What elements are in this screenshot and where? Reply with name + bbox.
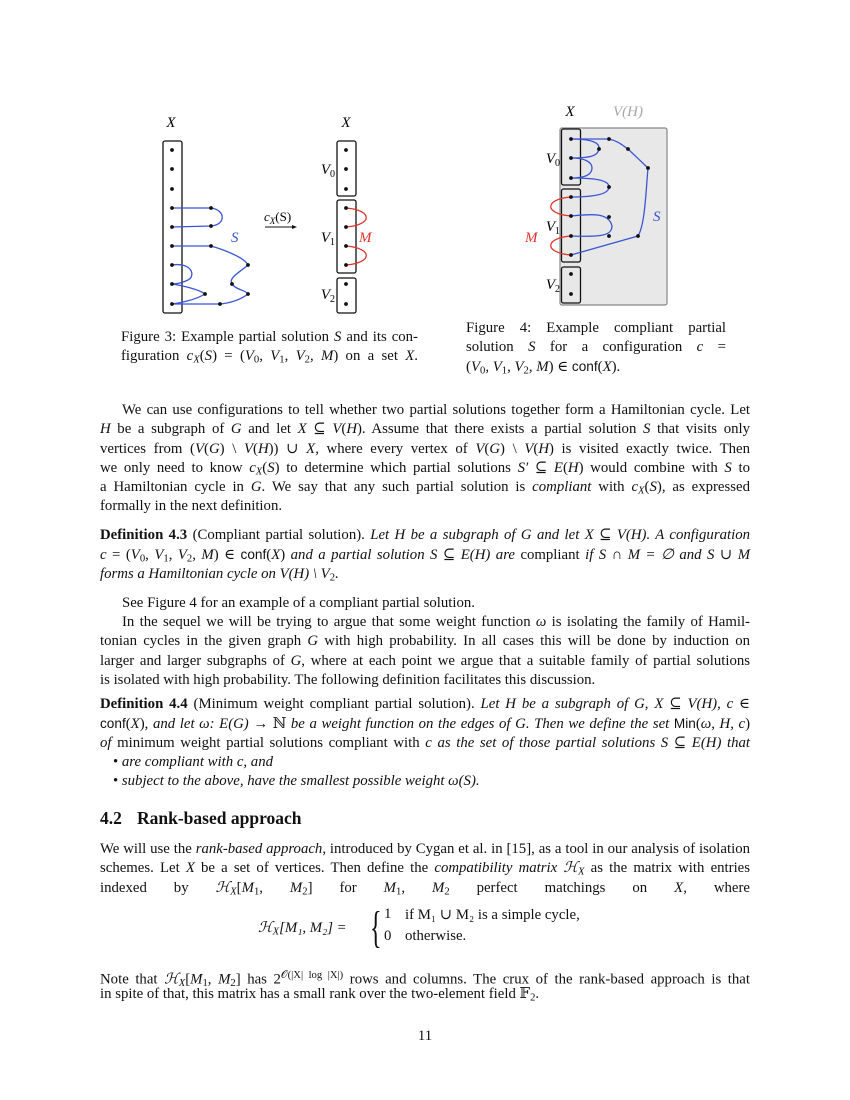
text-segment: , <box>507 359 515 375</box>
fig4-v0-label: $V_0$ <box>545 151 560 169</box>
text-segment: formally in the next definition. <box>100 498 283 515</box>
text-segment: V <box>475 440 485 457</box>
text-line <box>100 594 750 613</box>
text-segment: V <box>270 348 280 364</box>
text-block-p1 <box>100 401 750 517</box>
text-segment: forms a Hamiltonian cycle on V(H) \ V <box>100 565 330 582</box>
text-segment: conf <box>100 716 126 732</box>
text-segment: , <box>259 879 290 896</box>
section-heading <box>100 808 302 829</box>
text-segment: M <box>383 879 396 896</box>
text-line <box>100 695 750 714</box>
text-segment: , <box>259 348 271 364</box>
text-segment: conf <box>240 547 267 563</box>
text-segment: V <box>130 547 140 564</box>
text-segment: ℋ <box>164 971 179 988</box>
text-line <box>100 478 750 497</box>
fig3-path-b <box>172 246 248 304</box>
text-segment: V <box>524 440 534 457</box>
text-segment: ), <box>139 716 153 733</box>
formula-case-1: 1 if M₁ ∪ M₂ is a simple cycle, <box>384 906 580 923</box>
text-segment: , <box>192 547 202 564</box>
text-block-cap4 <box>466 319 726 376</box>
text-segment: , <box>284 348 296 364</box>
fig4-v1-label: $V_1$ <box>545 219 560 237</box>
page-number: 11 <box>417 1028 433 1044</box>
text-segment: and let ω: E(G) → <box>152 716 273 733</box>
text-segment: with high probability. In all cases this will be done by induction on <box>318 633 750 650</box>
text-line <box>100 420 750 439</box>
text-line <box>100 652 750 671</box>
text-segment: ). Assume that there exists a partial solution <box>357 421 643 438</box>
text-segment: M <box>431 879 445 896</box>
text-segment: c <box>186 348 194 364</box>
fig3-v2-label: $V_2$ <box>320 287 335 305</box>
text-segment: ) is visited exactly twice. Then <box>549 440 751 457</box>
text-line <box>100 879 750 898</box>
text-segment: E <box>553 459 563 476</box>
text-segment: ( <box>644 479 650 496</box>
text-segment: M <box>241 879 254 896</box>
text-segment: 1 <box>279 354 285 366</box>
text-segment: if S ∩ M = ∅ and S ∪ M <box>585 547 751 564</box>
fig4-vh-label: V(H) <box>613 104 643 120</box>
section-title: Rank-based approach <box>137 808 302 828</box>
text-segment: Figure 3: Example partial solution <box>121 329 335 345</box>
text-segment: larger and larger subgraphs of <box>100 652 291 669</box>
text-segment: . <box>535 986 540 1003</box>
text-segment: ω <box>535 614 547 630</box>
text-segment: 1 <box>396 886 402 898</box>
text-segment: , where <box>683 879 750 896</box>
text-segment: ( <box>266 547 272 564</box>
text-segment: S <box>642 421 651 438</box>
text-segment: minimum weight partial solutions compliant with <box>117 734 426 751</box>
text-segment: ), as expressed <box>656 479 750 496</box>
text-segment: subject to the above, have the smallest possible weight ω(S). <box>121 773 480 790</box>
text-segment: ℋ <box>563 860 579 877</box>
text-segment: be a subgraph of <box>110 421 231 438</box>
text-line <box>121 328 418 347</box>
text-segment: M <box>190 971 203 988</box>
text-segment: V <box>332 421 342 438</box>
text-segment: M <box>321 348 334 364</box>
text-segment: are compliant with c, and <box>121 754 273 770</box>
text-line <box>121 347 418 366</box>
text-segment: compliant <box>532 479 592 496</box>
text-line <box>113 772 713 791</box>
text-segment: 2 <box>523 365 529 377</box>
fig3-v1-box <box>337 200 356 273</box>
text-segment: ( <box>562 459 568 476</box>
fig3-x-label: X <box>166 115 176 131</box>
text-segment: 0 <box>253 354 260 366</box>
text-segment: In the sequel we will be trying to argue that some weight function <box>122 614 536 630</box>
text-segment: V <box>470 359 480 375</box>
text-segment: ω, H, c <box>700 716 746 733</box>
text-segment: ) <box>745 716 751 733</box>
text-segment: [ <box>236 879 242 896</box>
text-segment: ( <box>204 440 209 457</box>
text-segment: 0 <box>139 553 146 565</box>
text-segment: G <box>489 440 501 457</box>
text-segment: rows and columns. The crux of the rank-based approach is that <box>343 971 750 988</box>
text-segment: tonian cycles in the given graph <box>100 633 308 650</box>
text-segment: Note that <box>100 971 165 988</box>
text-segment: ( <box>125 716 131 733</box>
text-segment: ). <box>611 359 621 375</box>
fig3-v0-label: $V_0$ <box>320 162 335 180</box>
text-line <box>100 859 750 878</box>
text-segment: V <box>243 440 253 457</box>
text-segment: 𝔽 <box>519 986 531 1003</box>
fig3-s-label: S <box>231 230 239 246</box>
text-segment: V <box>514 359 524 375</box>
text-segment: vertices from ( <box>100 440 195 457</box>
text-segment: G <box>307 633 319 650</box>
text-segment: ( <box>484 440 490 457</box>
text-segment: 0 <box>479 365 486 377</box>
text-segment: compliant <box>520 547 586 564</box>
text-segment: )) ∪ <box>268 440 307 457</box>
text-segment: , <box>401 879 432 896</box>
text-segment: M <box>289 879 303 896</box>
text-line <box>113 753 713 772</box>
text-line <box>466 357 726 376</box>
text-line <box>100 526 750 545</box>
text-line <box>100 497 750 516</box>
text-segment: 2 <box>329 572 336 584</box>
text-segment: 𝒪(|X| log |X|) <box>280 970 344 981</box>
text-block-p3 <box>100 613 750 690</box>
text-segment: V <box>492 359 502 375</box>
text-segment: ] has 2 <box>235 971 281 988</box>
text-line <box>100 840 750 859</box>
text-line <box>100 545 750 564</box>
text-segment: ( <box>695 716 701 733</box>
text-segment: be a set of vertices. Then define the <box>194 860 435 877</box>
fig3-path-a <box>172 208 222 227</box>
text-segment: M <box>536 359 549 375</box>
text-segment: a Hamiltonian cycle in <box>100 479 251 496</box>
text-segment: and a partial solution S ⊆ E(H) are <box>290 547 521 564</box>
text-line <box>466 338 726 357</box>
text-segment: 2 <box>230 977 236 989</box>
text-segment: perfect matchings on <box>449 879 675 896</box>
text-segment: that visits only <box>650 421 750 438</box>
text-segment: S <box>334 329 342 345</box>
text-line <box>100 966 750 989</box>
text-line <box>100 671 750 690</box>
fig4-m-label: M <box>525 230 538 246</box>
fig3-v1-label: $V_1$ <box>320 230 335 248</box>
text-segment: ( <box>253 440 258 457</box>
text-block-p5 <box>100 966 750 1005</box>
text-segment: 1 <box>501 365 508 377</box>
text-segment: as the matrix with entries <box>584 860 751 877</box>
fig4-s-label: S <box>653 209 661 225</box>
text-line <box>100 985 750 1004</box>
text-segment: with <box>591 479 632 496</box>
figure-3 <box>163 115 373 313</box>
text-segment: X <box>405 348 415 364</box>
text-segment: ] for <box>307 879 384 896</box>
text-segment: See Figure 4 for an example of a compliant partial solution. <box>122 595 475 611</box>
text-segment: X <box>193 354 200 366</box>
text-segment: ℋ <box>215 879 231 896</box>
fig3-config-vertices <box>344 148 348 306</box>
text-segment: c <box>249 459 256 476</box>
text-segment: X <box>130 716 140 733</box>
text-segment: S <box>649 479 657 496</box>
text-segment: = <box>703 339 726 355</box>
text-segment: X <box>178 977 186 989</box>
text-segment: c as the set of those partial solutions S ⊆ E(H) that <box>425 734 751 751</box>
text-segment: , introduced by Cygan et al. in [15], as a tool in our analysis of isolation <box>322 841 750 857</box>
text-segment: is isolating the family of Hamil- <box>546 614 750 630</box>
text-segment: We will use the <box>100 841 196 857</box>
text-segment: solution <box>466 339 529 355</box>
text-segment: 2 <box>530 992 536 1004</box>
fig4-vh-region <box>560 128 667 305</box>
text-line <box>100 440 750 459</box>
text-segment: to <box>731 459 750 476</box>
text-segment: X <box>638 485 645 497</box>
text-segment: S <box>528 339 536 355</box>
text-segment: ( <box>199 348 205 364</box>
text-segment: Definition 4.3 <box>100 527 188 543</box>
fig4-x-label: X <box>565 104 575 120</box>
text-segment: . <box>335 565 339 582</box>
text-segment: is isolated with high probability. The following definition facilitates this discussion. <box>100 671 596 688</box>
text-segment: X <box>271 547 281 564</box>
text-segment: (Compliant partial solution). <box>187 527 371 543</box>
formula-brace: { <box>370 903 382 952</box>
text-segment: (Minimum weight compliant partial solution). <box>187 696 481 712</box>
text-segment: V <box>295 348 305 364</box>
text-segment: 2 <box>304 354 310 366</box>
text-segment: . <box>414 348 418 364</box>
text-segment: 1 <box>253 886 260 898</box>
text-segment: and let <box>241 421 298 438</box>
text-segment: of <box>100 734 118 751</box>
text-block-def44 <box>100 695 750 753</box>
text-segment: H <box>538 440 549 457</box>
text-line <box>100 632 750 651</box>
text-segment: , <box>207 971 219 988</box>
text-segment: X <box>578 866 585 878</box>
text-segment: 2 <box>302 886 308 898</box>
fig3-m-label: M <box>359 230 372 246</box>
text-segment: M <box>218 971 231 988</box>
text-segment: Figure 4: Example compliant partial <box>466 320 726 336</box>
text-segment: X <box>297 421 307 438</box>
text-block-p4 <box>100 840 750 898</box>
text-segment: 1 <box>202 977 208 989</box>
text-segment: • <box>113 754 122 770</box>
text-line <box>466 319 726 338</box>
text-segment: G <box>230 421 242 438</box>
text-segment: = ( <box>106 547 131 564</box>
text-segment: compatibility matrix <box>434 860 558 877</box>
text-segment: V <box>244 348 254 364</box>
text-block-p2 <box>100 594 750 613</box>
text-segment: • <box>113 773 122 790</box>
text-segment: , <box>528 359 537 375</box>
text-segment: for a configuration <box>535 339 697 355</box>
text-block-bullets <box>113 753 713 792</box>
text-segment: , <box>310 348 321 364</box>
text-segment: V <box>177 547 187 564</box>
text-line <box>100 401 750 420</box>
text-segment: ) ∈ <box>213 547 241 564</box>
text-segment: ( <box>533 440 539 457</box>
text-segment: S <box>724 459 732 476</box>
text-segment: c <box>696 339 704 355</box>
text-line <box>100 613 750 632</box>
text-line <box>100 565 750 584</box>
formula-case-2: 0 otherwise. <box>384 928 467 944</box>
text-segment: , <box>168 547 178 564</box>
text-segment: X <box>255 466 263 478</box>
figure-4 <box>524 104 667 305</box>
text-segment: Definition 4.4 <box>100 696 188 712</box>
text-segment: S <box>204 348 213 364</box>
text-segment: M <box>201 547 214 564</box>
text-segment: S <box>267 459 275 476</box>
fig3-solution-paths <box>172 208 248 304</box>
text-segment: ( <box>466 359 471 375</box>
text-line <box>100 714 750 733</box>
text-segment: V <box>154 547 164 564</box>
text-segment: X <box>602 359 612 375</box>
text-segment: ⊆ <box>528 459 554 476</box>
text-segment: conf <box>571 359 598 374</box>
text-segment: ) on a set <box>333 348 406 364</box>
text-segment: X <box>185 860 195 877</box>
text-segment: H <box>100 421 111 438</box>
text-segment: we only need to know <box>100 459 250 476</box>
text-segment: , <box>145 547 155 564</box>
text-segment: [ <box>185 971 191 988</box>
text-segment: ) \ <box>500 440 525 457</box>
text-segment: ( <box>341 421 347 438</box>
text-segment: , where every vertex of <box>315 440 476 457</box>
text-segment: V <box>194 440 205 457</box>
text-segment: c <box>631 479 639 496</box>
text-segment: 2 <box>444 886 450 898</box>
text-segment: in spite of that, this matrix has a small rank over the two-element field <box>100 986 520 1003</box>
fig3-arrow-label: $c_X(S)$ <box>264 209 292 226</box>
text-segment: X <box>674 879 684 896</box>
text-segment: ) = ( <box>212 348 245 364</box>
text-segment: ℕ <box>272 716 287 733</box>
text-segment: ) would combine with <box>578 459 725 476</box>
text-segment: , <box>485 359 493 375</box>
text-segment: S′ <box>517 459 529 476</box>
text-segment: figuration <box>121 348 187 364</box>
text-segment: G <box>250 479 262 496</box>
text-segment: Let H be a subgraph of G and let X ⊆ V(H). A configuration <box>370 527 750 543</box>
text-block-cap3 <box>121 328 418 366</box>
text-segment: X <box>230 886 237 898</box>
text-segment: ( <box>262 459 268 476</box>
text-segment: , where at each point we argue that a suitable family of partial solutions <box>301 652 750 669</box>
text-segment: ) to determine which partial solutions <box>274 459 518 476</box>
text-block-def43 <box>100 526 750 584</box>
text-segment: and its con- <box>341 329 418 345</box>
text-segment: rank-based approach <box>195 841 323 857</box>
text-segment: c <box>100 547 107 564</box>
fig3-path-c <box>172 265 205 304</box>
section-number: 4.2 <box>100 808 122 828</box>
text-segment: ) ∈ <box>548 359 572 375</box>
text-segment: be a weight function on the edges of G. Then we define the set <box>286 716 674 733</box>
text-segment: ) <box>280 547 291 564</box>
text-segment: H <box>346 421 357 438</box>
text-segment: G <box>290 652 302 669</box>
text-segment: schemes. Let <box>100 860 186 877</box>
text-segment: ( <box>597 359 603 375</box>
formula-lhs: ℋX[M₁, M₂] = <box>258 920 347 938</box>
text-segment: Min <box>673 716 696 732</box>
fig3-x-label-right: X <box>341 115 351 131</box>
fig4-v2-label: $V_2$ <box>545 277 560 295</box>
text-segment: G <box>208 440 220 457</box>
text-segment: Let H be a subgraph of G, X ⊆ V(H), c ∈ <box>480 696 751 712</box>
text-segment: ) \ <box>219 440 244 457</box>
text-segment: 2 <box>186 553 193 565</box>
text-line <box>100 459 750 478</box>
text-segment: indexed by <box>100 879 216 896</box>
text-segment: . We say that any such partial solution is <box>261 479 533 496</box>
text-segment: We can use configurations to tell whether two partial solutions together form a Hamiltonian cycle. Let <box>122 402 750 418</box>
text-segment: H <box>257 440 269 457</box>
text-line <box>100 734 750 753</box>
text-segment: X <box>306 440 316 457</box>
text-segment: 1 <box>163 553 169 565</box>
text-segment: H <box>567 459 579 476</box>
text-segment: ⊆ <box>306 421 333 438</box>
